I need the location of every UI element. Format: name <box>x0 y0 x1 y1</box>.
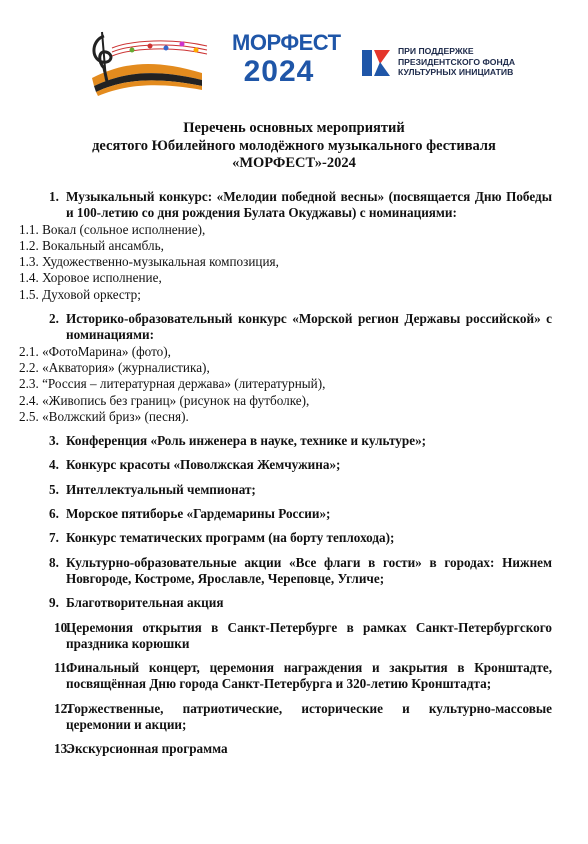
sub-item: 2.1. «ФотоМарина» (фото), <box>19 343 171 359</box>
item-text: Экскурсионная программа <box>66 741 228 757</box>
item-text: Интеллектуальный чемпионат; <box>66 481 256 497</box>
item-text: Историко-образовательный конкурс «Морской регион Державы российской» с номинациями: <box>66 311 552 343</box>
item-number: 7. <box>49 530 59 546</box>
list-item <box>49 506 552 522</box>
item-number: 9. <box>49 595 59 611</box>
list-item <box>54 619 552 653</box>
pfki-line-1: ПРИ ПОДДЕРЖКЕ <box>398 46 474 56</box>
list-item <box>49 554 552 588</box>
title-line-1: Перечень основных мероприятий <box>183 120 405 136</box>
sub-item: 1.5. Духовой оркестр; <box>19 286 141 302</box>
item-text: Финальный концерт, церемония награждения и закрытия в Кронштадте, посвящённая Дню города Санкт-Петербурга и 320-летию Кронштадта; <box>66 660 552 692</box>
list-item <box>54 741 552 757</box>
list-item <box>49 595 552 611</box>
header-logos <box>0 20 588 100</box>
item-number: 4. <box>49 457 59 473</box>
morfest-2024-logo <box>232 30 341 100</box>
pfki-line-3: КУЛЬТУРНЫХ ИНИЦИАТИВ <box>398 67 514 77</box>
item-number: 2. <box>49 311 59 327</box>
item-text: Культурно-образовательные акции «Все флаги в гости» в городах: Нижнем Новгороде, Костроме, Ярославле, Череповце, Угличе; <box>66 554 552 586</box>
item-number: 10. <box>54 619 71 635</box>
sub-item: 1.1. Вокал (сольное исполнение), <box>19 221 206 237</box>
list-item <box>49 457 552 473</box>
item-text: Церемония открытия в Санкт-Петербурге в рамках Санкт-Петербургского праздника корюшки <box>66 619 552 651</box>
pfki-line-2: ПРЕЗИДЕНТСКОГО ФОНДА <box>398 56 516 67</box>
sub-item: 1.4. Хоровое исполнение, <box>19 270 162 286</box>
sub-item: 1.3. Художественно-музыкальная композиция, <box>19 254 279 270</box>
sub-item: 1.2. Вокальный ансамбль, <box>19 237 164 253</box>
events-list <box>19 189 552 766</box>
title-line-3: «МОРФЕСТ»-2024 <box>232 155 356 171</box>
list-item <box>19 311 552 425</box>
item-text: Торжественные, патриотические, исторические и культурно-массовые церемонии и акции; <box>66 700 552 733</box>
sub-item: 2.5. «Волжский бриз» (песня). <box>19 408 189 424</box>
item-number: 1. <box>49 189 59 204</box>
item-number: 12. <box>54 700 71 716</box>
item-text: Музыкальный конкурс: «Мелодии победной весны» (посвящается Дню Победы и 100-летию со дня рождения Булата Окуджавы) с номинациями: <box>66 189 552 221</box>
document-title <box>40 120 548 173</box>
morfest-logo-text: МОРФЕСТ <box>232 30 341 55</box>
item-number: 8. <box>49 554 59 570</box>
sub-item: 2.3. “Россия – литературная держава» (литературный), <box>19 376 326 392</box>
morfest-logo-year: 2024 <box>243 55 315 88</box>
item-text: Морское пятиборье «Гардемарины России»; <box>66 506 331 522</box>
item-text: Конкурс тематических программ (на борту теплохода); <box>66 530 395 546</box>
list-item <box>54 700 552 734</box>
list-item <box>49 481 552 498</box>
item-number: 11. <box>54 660 70 676</box>
item-text: Благотворительная акция <box>66 595 224 611</box>
item-text: Конкурс красоты «Поволжская Жемчужина»; <box>66 457 341 473</box>
sub-item: 2.4. «Живопись без границ» (рисунок на футболке), <box>19 392 310 408</box>
item-number: 13. <box>54 741 71 757</box>
list-item <box>49 433 552 449</box>
list-item <box>19 189 552 303</box>
item-number: 5. <box>49 481 59 497</box>
item-number: 6. <box>49 506 59 522</box>
title-line-2: десятого Юбилейного молодёжного музыкального фестиваля <box>92 137 496 154</box>
list-item <box>54 660 552 693</box>
sub-item: 2.2. «Акватория» (журналистика), <box>19 359 210 375</box>
pfki-mark-icon <box>358 44 394 80</box>
music-festival-logo <box>62 28 212 100</box>
item-number: 3. <box>49 433 59 449</box>
item-text: Конференция «Роль инженера в науке, технике и культуре»; <box>66 433 427 449</box>
presidential-fund-logo <box>358 44 558 88</box>
list-item <box>49 530 552 546</box>
